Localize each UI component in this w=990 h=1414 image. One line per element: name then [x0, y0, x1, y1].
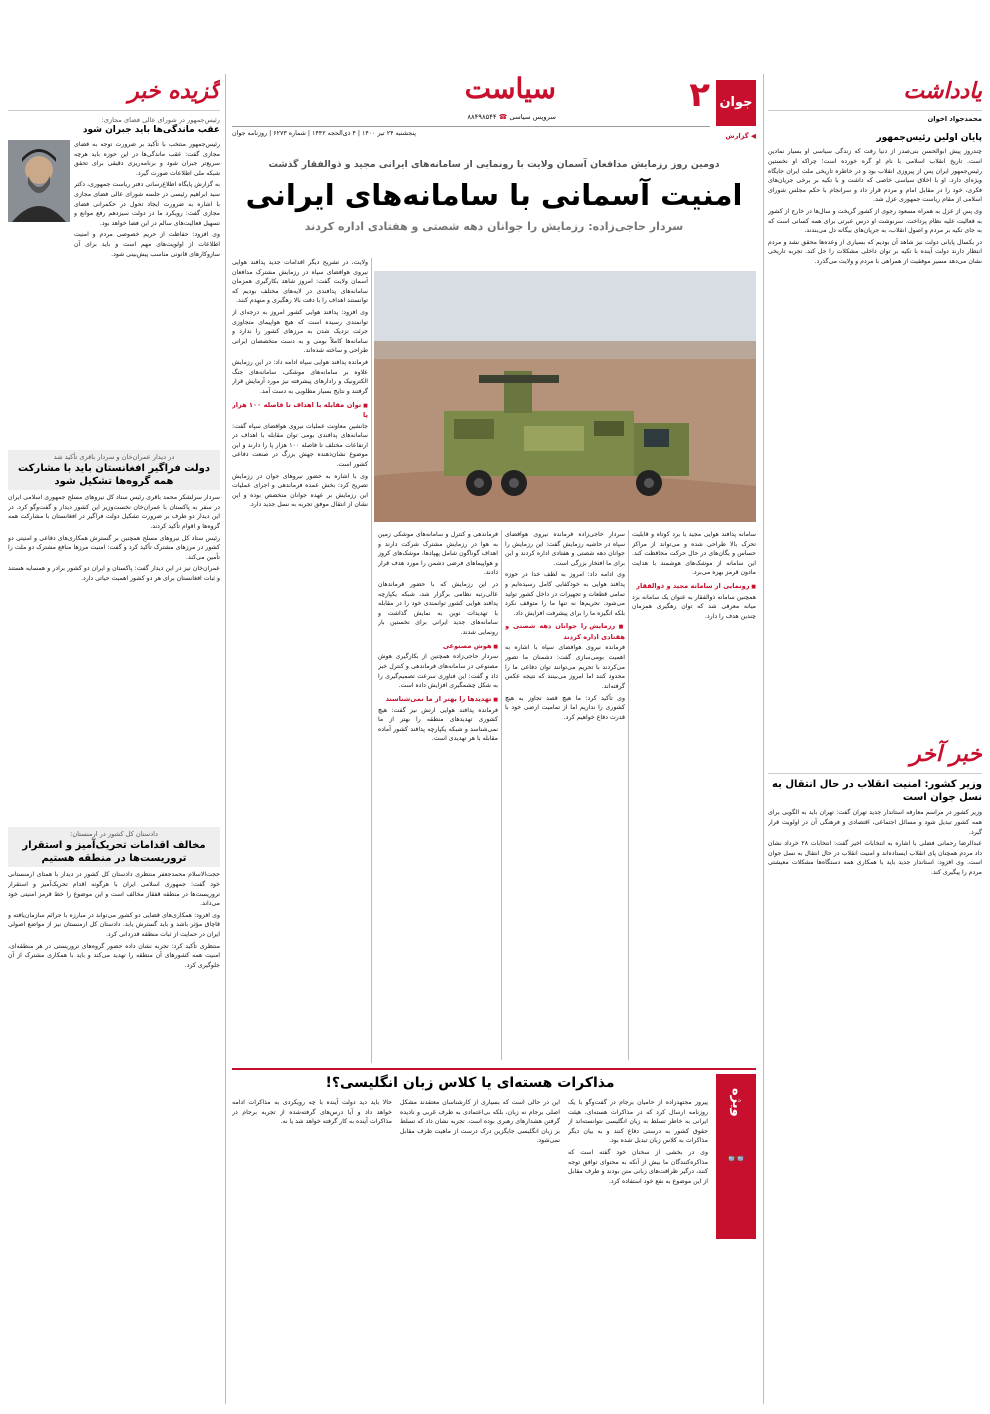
left-headline-3: مخالف اقدامات تحریک‌آمیز و استقرار تروریست‌ها در منطقه هستیم	[22, 840, 206, 865]
section-title-gozide	[8, 74, 220, 111]
page-number: ۲	[689, 75, 710, 115]
paragraph: وزیر کشور در مراسم معارفه استاندار جدید تهران گفت: تهران باید به الگویی برای همه کشور تبدیل شود و مسائل اجتماعی، اقتصادی و فرهنگی آن در اولویت قرار گیرد.	[768, 809, 982, 836]
column-divider	[763, 74, 764, 1404]
phone-icon: ☎	[498, 113, 508, 121]
paragraph: این در حالی است که بسیاری از کارشناسان معتقدند مشکل اصلی برجام نه زبان، بلکه بی‌اعتمادی به طرف غربی و نادیده گرفتن هشدارهای رهبری بوده است. تجربه نشان داد که تسلط بر زبان انگلیسی جایگزین درک درست از ماهیت طرف مقابل نمی‌شود.	[400, 1099, 560, 1145]
glasses-icon: 👓	[726, 1148, 746, 1168]
right-column	[768, 74, 982, 1404]
vizhe-headline: مذاکرات هسته‌ای یا کلاس زبان انگلیسی؟!	[325, 1075, 615, 1091]
section-label: خبر آخر	[910, 741, 982, 768]
report-tag-label: گزارش	[725, 132, 749, 140]
paragraph: حالا باید دید دولت آینده با چه رویکردی به مذاکرات ادامه خواهد داد و آیا درس‌های گرفته‌شده از تجربه برجام در مذاکرات آینده به کار گرفته خواهد شد یا نه.	[232, 1099, 392, 1126]
paragraph: چندروز پیش ابوالحسن بنی‌صدر از دنیا رفت که زندگی سیاسی او بسیار نمادین است. تاریخ انقلاب اسلامی با نام او گره خورده است؛ چراکه او نخستین رئیس‌جمهور ایران پس از پیروزی انقلاب بود و در خاطره تاریخی ملت ایران جایگاه ویژه‌ای دارد. او با اخلاق سیاسی خاصی که داشت و با تکیه بر برخی جریان‌های فکری، خود را در مقابل امام و مردم قرار داد و سرانجام با حکم مجلس شورای اسلامی از مقام ریاست جمهوری عزل شد.	[768, 148, 982, 204]
paragraph: وی با اشاره به حضور نیروهای جوان در رزمایش تصریح کرد: بخش عمده فرماندهی و اجرای عملیات این رزمایش بر عهده جوانان متخصص بوده و این نشان از انتقال موفق تجربه به نسل جدید دارد.	[232, 472, 368, 509]
page-title: امنیت آسمانی با سامانه‌های ایرانی	[245, 177, 743, 212]
left-kicker-3: دادستان کل کشور در ارمنستان:	[70, 830, 158, 839]
column-divider	[501, 530, 502, 1060]
paragraph: وی تأکید کرد: ما هیچ قصد تجاوز به هیچ کشوری را نداریم اما از تمامیت ارضی خود با قدرت دفاع خواهیم کرد.	[505, 694, 625, 721]
main-headline-block	[232, 150, 756, 250]
center-article-col-d	[632, 530, 756, 1060]
left-kicker-3-box	[8, 827, 220, 867]
paragraph: در یکسال پایانی دولت نیز شاهد آن بودیم که بسیاری از وعده‌ها محقق نشد و مردم انتظار دارند دولت آینده با تکیه بر توان داخلی مشکلات را حل کند. تجربه تاریخی نشان می‌دهد مسیر موفقیت از همراهی با مردم و ولایت می‌گذرد.	[768, 238, 982, 266]
right-headline-2: وزیر کشور: امنیت انقلاب در حال انتقال به نسل جوان است	[772, 779, 982, 804]
paragraph: وی افزود: پدافند هوایی کشور امروز به درجه‌ای از توانمندی رسیده است که هیچ هواپیمای متجاوزی جرئت نزدیک شدن به مرزهای کشور را ندارد و سامانه‌ها کاملاً بومی و به دست متخصصان ایرانی طراحی و ساخته شده‌اند.	[232, 309, 368, 355]
logo	[716, 80, 756, 126]
left-column	[8, 74, 220, 1404]
paragraph: در این رزمایش که با حضور فرماندهان عالی‌رتبه نظامی برگزار شد، شبکه یکپارچه پدافند هوایی کشور توانمندی خود را در مقابله با تهدیدات نوین به نمایش گذاشت و سامانه‌های جدید ایرانی برای نخستین بار رونمایی شدند.	[378, 581, 498, 637]
supertitle: دومین روز رزمایش مدافعان آسمان ولایت با رونمایی از سامانه‌های ایرانی مجید و ذوالفقار گذشت	[268, 159, 720, 170]
center-article-col-c	[505, 530, 625, 1060]
paragraph: فرمانده پدافند هوایی سپاه ادامه داد: در این رزمایش علاوه بر سامانه‌های موشکی، سامانه‌های جنگ الکترونیک و رادارهای پیشرفته نیز مورد آزمایش قرار گرفتند و نتایج بسیار مطلوبی به دست آمد.	[232, 359, 368, 395]
section-title-khabar-akhar	[768, 737, 982, 774]
subheading: ■ رونمایی از سامانه مجید و ذوالفقار	[632, 581, 756, 592]
section-title-yaddasht	[768, 74, 982, 111]
report-tag	[726, 131, 756, 141]
column-divider	[628, 530, 629, 1060]
main-photo	[374, 271, 756, 522]
paragraph: ولایت، در تشریح دیگر اقدامات جدید پدافند هوایی نیروی هوافضای سپاه در رزمایش مشترک مدافعان آسمان ولایت گفت: امروز شاهد بکارگیری همزمان سامانه‌های پدافندی در لایه‌های مختلف بودیم که توانستند اهداف را با دقت بالا رهگیری و منهدم کنند.	[232, 259, 368, 305]
right-article	[768, 147, 982, 717]
subheading: ■ توان مقابله با اهداف تا فاصله ۱۰۰ هزار پا	[232, 400, 368, 421]
paragraph: وی در بخشی از سخنان خود گفته است که مذاکره‌کنندگان ما بیش از آنکه به محتوای توافق توجه کنند، درگیر ظرافت‌های زبانی متن بودند و طرف مقابل از این موضوع به نفع خود استفاده کرد.	[568, 1149, 708, 1185]
service-line	[467, 112, 556, 123]
paragraph: حجت‌الاسلام محمدجعفر منتظری دادستان کل کشور در دیدار با همتای ارمنستانی خود گفت: جمهوری اسلامی ایران با هرگونه اقدام تحریک‌آمیز و استقرار تروریست‌ها در منطقه قفقاز مخالف است و این موضوع را خط قرمز امنیتی خود می‌داند.	[8, 871, 220, 908]
logo-text: جوان	[719, 95, 753, 110]
paragraph: وی ادامه داد: امروز به لطف خدا در حوزه پدافند هوایی به خودکفایی کامل رسیده‌ایم و تمامی قطعات و تجهیزات در داخل کشور تولید می‌شود. تحریم‌ها نه تنها ما را متوقف نکرد بلکه انگیزه ما را برای پیشرفت افزایش داد.	[505, 571, 625, 617]
paragraph: سردار حاجی‌زاده فرمانده نیروی هوافضای سپاه در حاشیه رزمایش گفت: این رزمایش را جوانان دهه شصتی و هفتادی اداره کردند و این برای ما افتخار بزرگی است.	[505, 531, 625, 567]
left-headline-2: دولت فراگیر افغانستان باید با مشارکت همه گروه‌ها تشکیل شود	[18, 463, 210, 488]
subtitle: سردار حاجی‌زاده: رزمایش را جوانان دهه شصتی و هفتادی اداره کردند	[304, 220, 684, 234]
right-article-2	[768, 808, 982, 877]
subheading: ■ هوش مصنوعی	[378, 641, 498, 652]
president-photo	[8, 140, 70, 222]
author-name: محمدجواد اخوان	[927, 115, 982, 124]
vizhe-col-2	[400, 1098, 560, 1398]
paragraph: منتظری تأکید کرد: تجربه نشان داده حضور گروه‌های تروریستی در هر منطقه‌ای، امنیت همه کشورهای آن منطقه را تهدید می‌کند و باید با همکاری مشترک از آن جلوگیری کرد.	[8, 942, 220, 969]
section-label: گزیده خبر	[128, 78, 220, 104]
subheading: ■ رزمایش را جوانان دهه شصتی و هفتادی اداره کردند	[505, 621, 625, 642]
tag-marker-icon: ◀	[750, 132, 756, 140]
left-article-2	[8, 493, 220, 813]
vizhe-box	[232, 1074, 756, 1404]
paragraph: پیروز مجتهدزاده از حامیان برجام در گفت‌وگو با یک روزنامه ارسال کرد که در مذاکرات هسته‌ای، هیئت ایرانی به خاطر تسلط به زبان انگلیسی نتوانسته‌اند از حقوق کشور به درستی دفاع کنند و به بیان دیگر مذاکرات به کلاس زبان تبدیل شده بود.	[568, 1099, 708, 1145]
issue-info: پنجشنبه ۲۴ تیر ۱۴۰۰ | ۴ ذی‌الحجه ۱۴۴۲ | شماره ۶۲۷۳ | روزنامه جوان	[232, 126, 710, 139]
vizhe-col-3	[232, 1098, 392, 1398]
paragraph: عمران‌خان نیز در این دیدار گفت: پاکستان و ایران دو کشور برادر و همسایه هستند و ثبات افغانستان برای هر دو کشور اهمیت حیاتی دارد.	[8, 565, 220, 583]
column-divider	[371, 258, 372, 1063]
left-article-3	[8, 870, 220, 970]
paragraph: همچنین سامانه ذوالفقار به عنوان یک سامانه برد میانه معرفی شد که توان رهگیری همزمان چندین هدف را دارد.	[632, 593, 756, 621]
paragraph: جانشین معاونت عملیات نیروی هوافضای سپاه گفت: سامانه‌های پدافندی بومی توان مقابله با اهداف در ارتفاعات مختلف تا فاصله ۱۰۰ هزار پا را دارند و این موضوع نشان‌دهنده جهش بزرگ در صنعت دفاعی کشور است.	[232, 422, 368, 468]
subheading: ■ تهدیدها را بهتر از ما نمی‌شناسند	[378, 694, 498, 705]
left-kicker-2-box	[8, 450, 220, 490]
paragraph: وی افزود: حفاظت از حریم خصوصی مردم و امنیت اطلاعات از اولویت‌های مهم است و باید برای آن سازوکارهای قانونی مناسب پیش‌بینی شود.	[74, 231, 220, 258]
paragraph: فرمانده پدافند هوایی ارتش نیز گفت: هیچ کشوری تهدیدهای منطقه را بهتر از ما نمی‌شناسد و شبکه یکپارچه پدافند کشور آماده مقابله با هر تهدیدی است.	[378, 706, 498, 743]
paragraph: عبدالرضا رحمانی فضلی با اشاره به انتخابات اخیر گفت: انتخابات ۲۸ خرداد نشان داد مردم همچنان پای انقلاب ایستاده‌اند و امنیت انقلاب در حال انتقال به نسل جوان است. وی افزود: استاندار جدید باید با همکاری همه دستگاه‌ها مشکلات معیشتی مردم را پیگیری کند.	[768, 840, 982, 877]
section-label: یادداشت	[903, 78, 982, 104]
left-article-1	[74, 140, 220, 436]
service-label: سرویس سیاسی	[509, 113, 556, 121]
portrait-image	[8, 140, 70, 222]
paragraph: سردار حاجی‌زاده همچنین از بکارگیری هوش مصنوعی در سامانه‌های فرماندهی و کنترل خبر داد و گفت: این فناوری سرعت تصمیم‌گیری را به شکل چشمگیری افزایش داده است.	[378, 653, 498, 690]
left-headline-1: عقب ماندگی‌ها باید جبران شود	[82, 125, 220, 136]
center-article-col-a	[232, 258, 368, 713]
phone-number: ۸۸۴۹۸۵۴۴	[467, 113, 497, 121]
air-defense-truck-image	[374, 271, 756, 522]
vizhe-label: ویژه	[729, 1088, 745, 1117]
column-divider	[225, 74, 226, 1404]
paragraph: فرمانده نیروی هوافضای سپاه با اشاره به اهمیت بومی‌سازی گفت: دشمنان ما تصور می‌کردند با تحریم می‌توانند توان دفاعی ما را محدود کنند اما امروز می‌بینند که نتیجه عکس گرفته‌اند.	[505, 644, 625, 690]
paragraph: سردار سرلشکر محمد باقری رئیس ستاد کل نیروهای مسلح جمهوری اسلامی ایران در سفر به پاکستان با عمران‌خان نخست‌وزیر این کشور دیدار و گفت‌وگو کرد. در این دیدار دو طرف بر ضرورت تشکیل دولت فراگیر در افغانستان با مشارکت همه گروه‌ها و اقوام تأکید کردند.	[8, 494, 220, 531]
paragraph: سامانه پدافند هوایی مجید با برد کوتاه و قابلیت تحرک بالا طراحی شده و می‌تواند از مراکز حساس و یگان‌های در حال حرکت محافظت کند. این سامانه از موشک‌های هوشمند با هدایت مادون قرمز بهره می‌برد.	[632, 531, 756, 577]
center-article-col-b	[378, 530, 498, 1060]
masthead	[232, 74, 756, 146]
vizhe-tag	[716, 1074, 756, 1239]
left-kicker-1: رئیس‌جمهور در شورای عالی فضای مجازی:	[101, 116, 220, 125]
paragraph: رئیس‌جمهور منتخب با تأکید بر ضرورت توجه به فضای مجازی گفت: عقب ماندگی‌ها در این حوزه باید هرچه سریع‌تر جبران شود و برنامه‌ریزی دقیقی برای تحقق شبکه ملی اطلاعات صورت گیرد.	[74, 141, 220, 177]
vizhe-col-1	[568, 1098, 708, 1398]
paragraph: وی افزود: همکاری‌های قضایی دو کشور می‌تواند در مبارزه با جرائم سازمان‌یافته و قاچاق مؤثر باشد و باید گسترش یابد. دادستان کل ارمنستان نیز از مواضع اصولی ایران در حمایت از ثبات منطقه قدردانی کرد.	[8, 911, 220, 939]
section-name: سیاست	[464, 74, 556, 105]
paragraph: رئیس ستاد کل نیروهای مسلح همچنین بر گسترش همکاری‌های دفاعی و امنیتی دو کشور در مرزهای مشترک تأکید کرد و گفت: امنیت مرزها منافع مشترک دو ملت را تأمین می‌کند.	[8, 534, 220, 561]
paragraph: فرماندهی و کنترل و سامانه‌های موشکی زمین به هوا در رزمایش مشترک شرکت دارند و اهداف گوناگون شامل پهپادها، موشک‌های کروز و هواپیماهای فرضی دشمن را مورد هدف قرار دادند.	[378, 531, 498, 577]
paragraph: وی پس از عزل به همراه مسعود رجوی از کشور گریخت و سال‌ها در خارج از کشور به فعالیت علیه نظام پرداخت. سرنوشت او درس عبرتی برای همه کسانی است که به جای تکیه بر مردم و اصول انقلاب، به جریان‌های بیگانه دل می‌بندند.	[768, 207, 982, 235]
right-headline: پایان اولین رئیس‌جمهور	[876, 132, 982, 143]
left-kicker-2: در دیدار عمران‌خان و سردار باقری تأکید شد	[53, 453, 175, 461]
paragraph: به گزارش پایگاه اطلاع‌رسانی دفتر ریاست جمهوری، دکتر سید ابراهیم رئیسی در جلسه شورای عالی فضای مجازی با اشاره به ضرورت ایجاد تحول در حکمرانی فضای مجازی گفت: رویکرد ما در دولت سیزدهم رفع موانع و تسهیل فعالیت‌های سالم در این فضا خواهد بود.	[74, 181, 220, 227]
section-divider	[232, 1068, 756, 1070]
